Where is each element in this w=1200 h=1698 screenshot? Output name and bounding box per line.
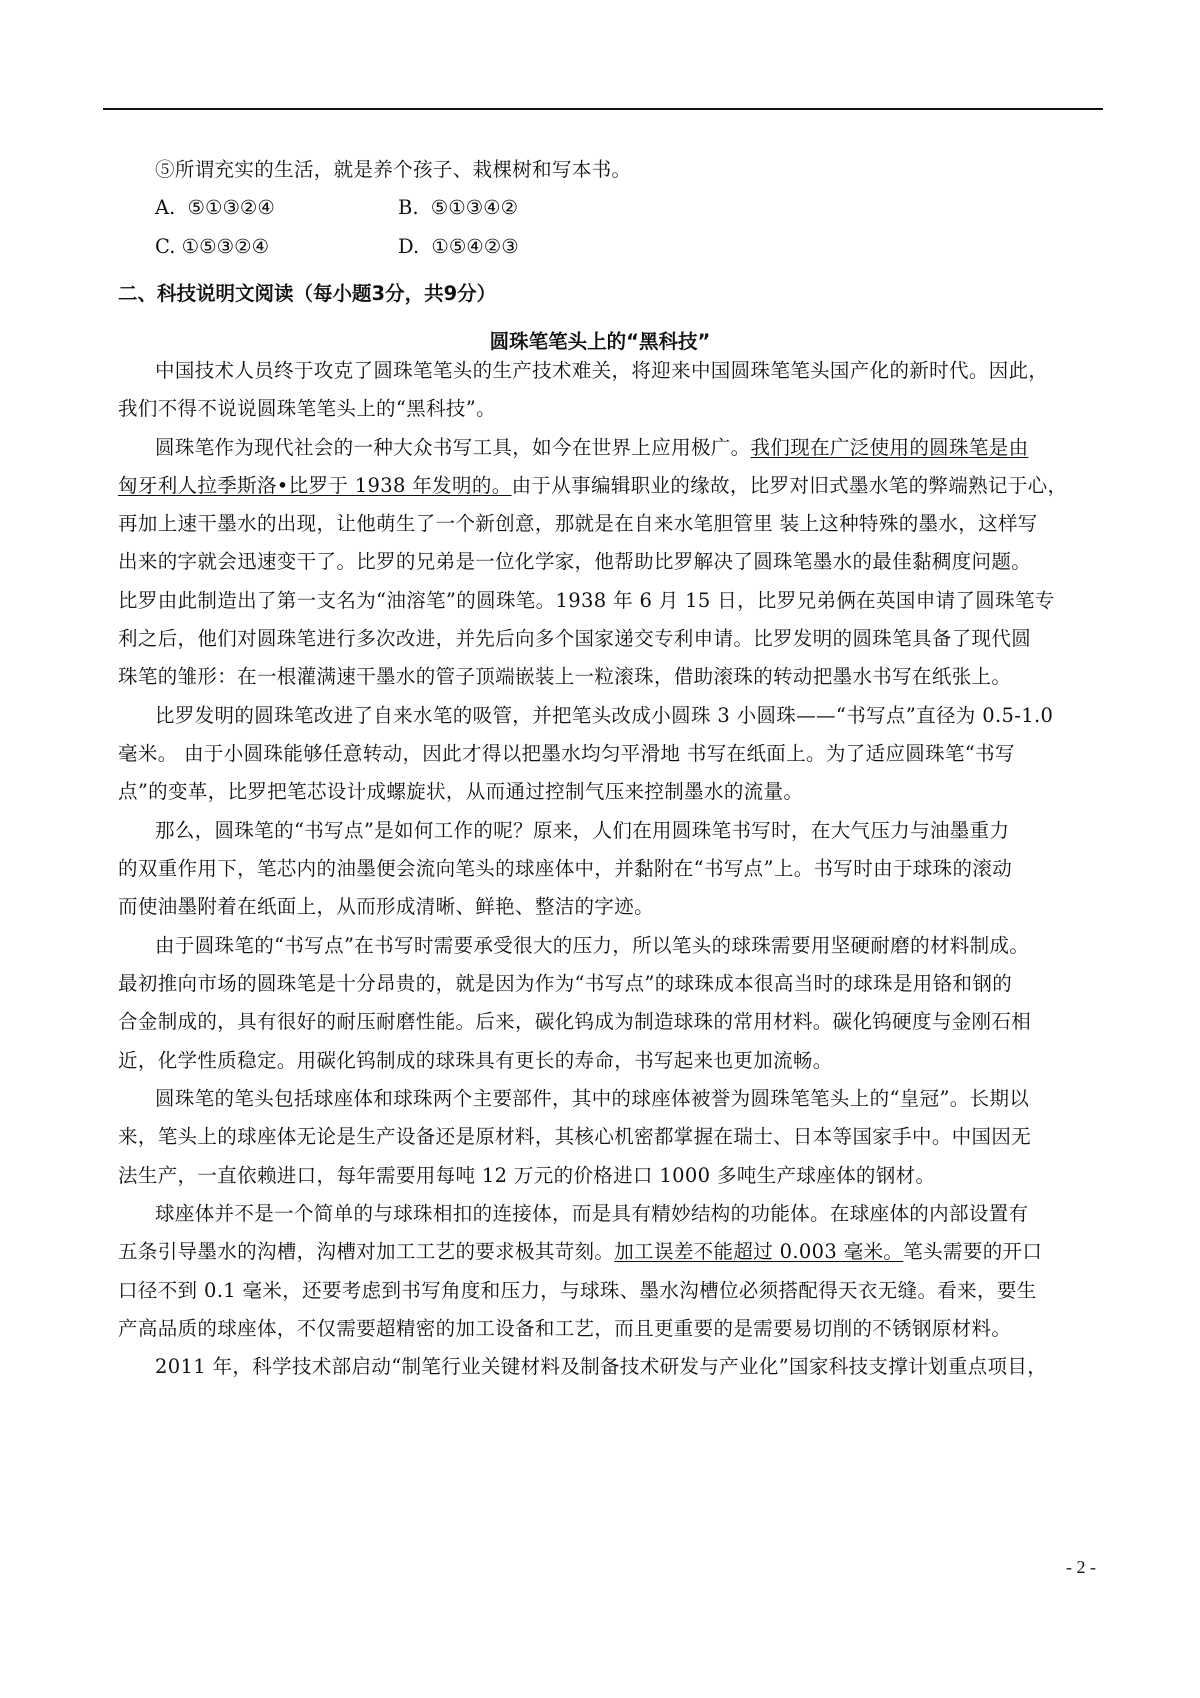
body-line (118, 665, 1011, 689)
body-line (118, 1240, 1042, 1264)
underlined-text: 匈牙利人拉季斯洛•比罗于 1938 年发明的。 (118, 474, 512, 497)
body-text: 由于圆珠笔的“书写点”在书写时需要承受很大的压力，所以笔头的球珠需要用坚硬耐磨的材料制成。 (155, 934, 1030, 957)
body-text: 出来的字就会迅速变干了。比罗的兄弟是一位化学家，他帮助比罗解决了圆珠笔墨水的最佳黏稠度问题。 (118, 550, 1032, 573)
body-text: 那么，圆珠笔的“书写点”是如何工作的呢？原来，人们在用圆珠笔书写时，在大气压力与油墨重力 (155, 819, 1010, 842)
body-text: 来，笔头上的球座体无论是生产设备还是原材料，其核心机密都掌握在瑞士、日本等国家手中。中国因无 (118, 1125, 1032, 1148)
header-rule (103, 108, 1103, 110)
body-text: 2011 年，科学技术部启动“制笔行业关键材料及制备技术研发与产业化”国家科技支撑计划重点项目， (155, 1355, 1048, 1378)
page-number: - 2 - (1066, 1557, 1096, 1577)
option-c (155, 235, 269, 259)
body-line (118, 1279, 1037, 1303)
body-line (118, 550, 1031, 574)
body-text: 点”的变革，比罗把笔芯设计成螺旋状，从而通过控制气压来控制墨水的流量。 (118, 780, 804, 803)
body-text: 而使油墨附着在纸面上，从而形成清晰、鲜艳、整洁的字迹。 (118, 895, 654, 918)
body-text: 中国技术人员终于攻克了圆珠笔笔头的生产技术难关，将迎来中国圆珠笔笔头国产化的新时代。因此， (155, 359, 1049, 382)
option-d (398, 235, 519, 259)
body-text: 近，化学性质稳定。用碳化钨制成的球珠具有更长的寿命，书写起来也更加流畅。 (118, 1049, 833, 1072)
body-text: 口径不到 0.1 毫米，还要考虑到书写角度和压力，与球珠、墨水沟槽位必须搭配得天衣无缝。看来，要生 (118, 1279, 1037, 1302)
body-text: 毫米。 由于小圆珠能够任意转动，因此才得以把墨水均匀平滑地 书写在纸面上。为了适应圆珠笔“书写 (118, 742, 1015, 765)
body-line (155, 1087, 1029, 1111)
body-text: 由于从事编辑职业的缘故，比罗对旧式墨水笔的弊端熟记于心， (511, 474, 1068, 497)
option-a (155, 196, 275, 220)
option-d-text: ①⑤④②③ (431, 235, 519, 258)
body-line (118, 1317, 1011, 1341)
body-line (155, 704, 1053, 728)
body-line (118, 512, 1038, 536)
option-b (398, 196, 518, 220)
body-text: 合金制成的，具有很好的耐压耐磨性能。后来，碳化钨成为制造球珠的常用材料。碳化钨硬度与金刚石相 (118, 1010, 1032, 1033)
underlined-text: 加工误差不能超过 0.003 毫米。 (614, 1240, 904, 1263)
section-heading: 二、科技说明文阅读（每小题3分，共9分） (118, 282, 497, 305)
body-text: 再加上速干墨水的出现，让他萌生了一个新创意，那就是在自来水笔胆管里 装上这种特殊的墨水，这样写 (118, 512, 1038, 535)
body-text: 法生产，一直依赖进口，每年需要用每吨 12 万元的价格进口 1000 多吨生产球座体的钢材。 (118, 1164, 936, 1187)
underlined-text: 我们现在广泛使用的圆珠笔是由 (750, 436, 1029, 459)
option-a-letter: A. (155, 196, 176, 219)
option-c-letter: C. (155, 235, 176, 258)
body-line (155, 934, 1029, 958)
body-text: 利之后，他们对圆珠笔进行多次改进，并先后向多个国家递交专利申请。比罗发明的圆珠笔具备了现代圆 (118, 627, 1032, 650)
body-line (118, 397, 496, 421)
body-text: 比罗由此制造出了第一支名为“油溶笔”的圆珠笔。1938 年 6 月 15 日，比罗兄弟俩在英国申请了圆珠笔专 (118, 589, 1055, 612)
body-line (155, 819, 1009, 843)
body-text: 圆珠笔的笔头包括球座体和球珠两个主要部件，其中的球座体被誉为圆珠笔笔头上的“皇冠”。长期以 (155, 1087, 1030, 1110)
option-b-letter: B. (398, 196, 419, 219)
body-line (118, 1164, 935, 1188)
body-line (118, 972, 1012, 996)
body-line (118, 589, 1055, 613)
option-b-text: ⑤①③④② (430, 196, 519, 219)
body-text: 比罗发明的圆珠笔改进了自来水笔的吸管，并把笔头改成小圆珠 3 小圆珠——“书写点”直径为 0.5-1.0 (155, 704, 1054, 727)
body-line (155, 1202, 1028, 1226)
body-line (155, 1355, 1047, 1379)
body-text: 我们不得不说说圆珠笔笔头上的“黑科技”。 (118, 397, 496, 420)
body-text: 笔头需要的开口 (903, 1240, 1043, 1263)
body-line (118, 895, 654, 919)
body-text: 五条引导墨水的沟槽，沟槽对加工工艺的要求极其苛刻。 (118, 1240, 615, 1263)
body-text: 产高品质的球座体，不仅需要超精密的加工设备和工艺，而且更重要的是需要易切削的不锈钢原材料。 (118, 1317, 1012, 1340)
option-a-text: ⑤①③②④ (187, 196, 275, 219)
body-line (118, 857, 1012, 881)
body-text: 的双重作用下，笔芯内的油墨便会流向笔头的球座体中，并黏附在“书写点”上。书写时由于球珠的滚动 (118, 857, 1013, 880)
body-line (155, 436, 1028, 460)
option-c-text: ①⑤③②④ (181, 235, 270, 258)
prev-item-5: ⑤所谓充实的生活，就是养个孩子、栽棵树和写本书。 (155, 158, 632, 181)
body-line (118, 1010, 1031, 1034)
body-text: 球座体并不是一个简单的与球珠相扣的连接体，而是具有精妙结构的功能体。在球座体的内部设置有 (155, 1202, 1029, 1225)
body-line (118, 780, 803, 804)
body-line (118, 627, 1031, 651)
option-d-letter: D. (398, 235, 420, 258)
body-text: 珠笔的雏形：在一根灌满速干墨水的管子顶端嵌装上一粒滚珠，借助滚珠的转动把墨水书写在纸张上。 (118, 665, 1012, 688)
body-line (155, 359, 1048, 383)
body-line (118, 1049, 833, 1073)
body-text: 圆珠笔作为现代社会的一种大众书写工具，如今在世界上应用极广。 (155, 436, 751, 459)
body-line (118, 474, 1067, 498)
article-title: 圆珠笔笔头上的“黑科技” (489, 330, 711, 353)
body-text: 最初推向市场的圆珠笔是十分昂贵的，就是因为作为“书写点”的球珠成本很高当时的球珠是用铬和钢的 (118, 972, 1013, 995)
body-line (118, 742, 1015, 766)
body-line (118, 1125, 1031, 1149)
